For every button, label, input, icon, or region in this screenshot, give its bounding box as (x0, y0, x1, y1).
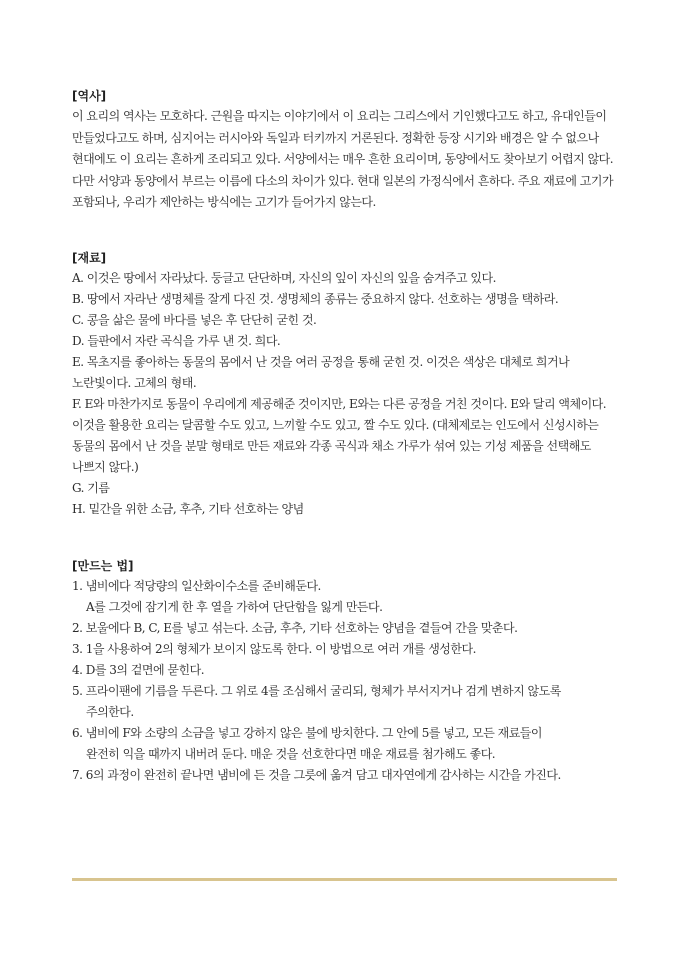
step-text: 7. 6의 과정이 완전히 끝나면 냄비에 든 것을 그릇에 옮겨 담고 대자연에게 감사하는 시간을 가진다. (72, 767, 561, 782)
ingredient-item: C. 콩을 삶은 물에 바다를 넣은 후 단단히 굳힌 것. (72, 312, 317, 327)
step-item (72, 639, 620, 660)
step-text: 4. D를 3의 겉면에 묻힌다. (72, 662, 205, 677)
step-text: 5. 프라이팬에 기름을 두른다. 그 위로 4를 조심해서 굴리되, 형체가 부서지거나 검게 변하지 않도록 (72, 683, 561, 698)
bottom-divider (72, 878, 617, 881)
step-text: 3. 1을 사용하여 2의 형체가 보이지 않도록 한다. 이 방법으로 여러 개를 생성한다. (72, 641, 476, 656)
steps-section (72, 558, 620, 786)
step-subtext: A를 그것에 잠기게 한 후 열을 가하여 단단함을 잃게 만든다. (86, 599, 383, 614)
step-text: 6. 냄비에 F와 소량의 소금을 넣고 강하지 않은 불에 방치한다. 그 안에 5를 넣고, 모든 재료들이 (72, 725, 542, 740)
recipe-document (72, 88, 620, 786)
ingredients-section (72, 250, 620, 520)
step-text: 2. 보울에다 B, C, E를 넣고 섞는다. 소금, 후추, 기타 선호하는 양념을 곁들여 간을 맞춘다. (72, 620, 518, 635)
step-subtext: 주의한다. (86, 704, 134, 719)
ingredient-item: H. 밑간을 위한 소금, 후추, 기타 선호하는 양념 (72, 501, 304, 516)
steps-title: [만드는 법] (72, 558, 134, 573)
step-item (72, 660, 620, 681)
ingredient-item: D. 들판에서 자란 곡식을 가루 낸 것. 희다. (72, 333, 281, 348)
step-subtext: 완전히 익을 때까지 내버려 둔다. 매운 것을 선호한다면 매운 재료를 첨가해도 좋다. (86, 746, 496, 761)
history-text: 이 요리의 역사는 모호하다. 근원을 따지는 이야기에서 이 요리는 그리스에서 기인했다고도 하고, 유대인들이 만들었다고도 하며, 심지어는 러시아와 독일과 터키까지 거론된다. 정확한 등장 시기와 배경은 알 수 없으나 현대에도 이 요리는 흔하게 조리되고 있다. 서양에서는 매우 흔한 요리이며, 동양에서도 찾아보기 어렵지 않다. 다만 서양과 동양에서 부르는 이름에 다소의 차이가 있다. 현대 일본의 가정식에서 흔하다. 주요 재료에 고기가 포함되나, 우리가 제안하는 방식에는 고기가 들어가지 않는다. (72, 109, 614, 209)
ingredients-title: [재료] (72, 250, 107, 265)
step-item (72, 765, 620, 786)
step-text: 1. 냄비에다 적당량의 일산화이수소를 준비해둔다. (72, 578, 321, 593)
steps-list (72, 576, 620, 786)
ingredient-item: G. 기름 (72, 480, 110, 495)
step-item (72, 681, 620, 723)
ingredient-item: A. 이것은 땅에서 자라났다. 둥글고 단단하며, 자신의 잎이 자신의 잎을 숨겨주고 있다. (72, 270, 496, 285)
history-section (72, 88, 620, 214)
history-title: [역사] (72, 89, 107, 103)
step-item (72, 723, 620, 765)
step-item (72, 576, 620, 618)
ingredients-list (72, 268, 620, 520)
ingredient-item: E. 목초지를 좋아하는 동물의 몸에서 난 것을 여러 공정을 통해 굳힌 것. 이것은 색상은 대체로 희거나 노란빛이다. 고체의 형태. (72, 354, 570, 390)
ingredient-item: F. E와 마찬가지로 동물이 우리에게 제공해준 것이지만, E와는 다른 공정을 거친 것이다. E와 달리 액체이다. 이것을 활용한 요리는 달콤할 수도 있고, 느끼할 수도 있고, 짤 수도 있다. (대체제로는 인도에서 신성시하는 동물의 몸에서 난 것을 분말 형태로 만든 재료와 각종 곡식과 채소 가루가 섞여 있는 기성 제품을 선택해도 나쁘지 않다.) (72, 396, 607, 474)
ingredient-item: B. 땅에서 자라난 생명체를 잘게 다진 것. 생명체의 종류는 중요하지 않다. 선호하는 생명을 택하라. (72, 291, 559, 306)
step-item (72, 618, 620, 639)
